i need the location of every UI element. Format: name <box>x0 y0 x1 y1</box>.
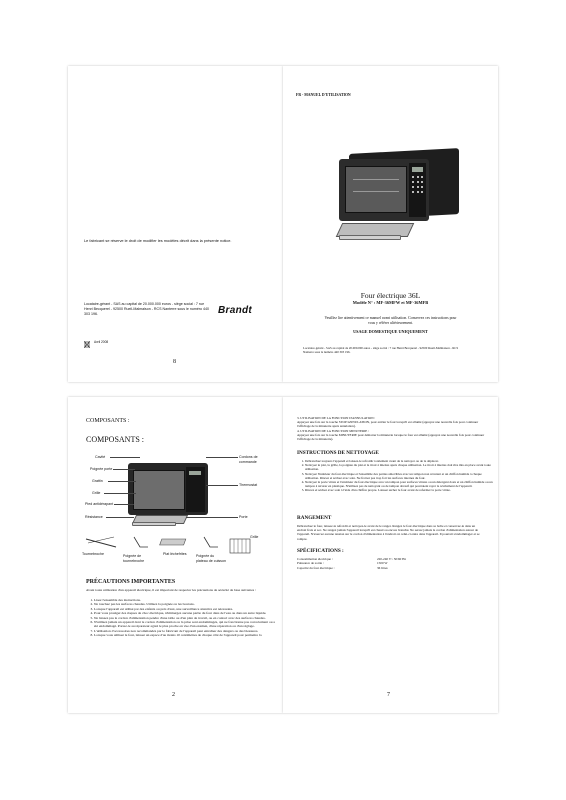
storage-title: RANGEMENT <box>297 515 332 521</box>
product-title: Four électrique 36L <box>360 291 421 300</box>
modification-notice: Le fabricant se réserve le droit de modifier les modèles décrit dans la présente notice. <box>84 238 232 243</box>
intro-block <box>297 416 487 441</box>
components-diagram <box>68 453 283 533</box>
brand-logo: Brandt <box>218 305 253 316</box>
specs-title: SPÉCIFICATIONS : <box>297 548 344 554</box>
wheelie-bin-icon <box>84 335 90 342</box>
oven-illustration <box>333 151 463 246</box>
spec-label: Consommation électrique : <box>297 557 333 561</box>
label-cordons: Cordons de commande <box>239 455 258 464</box>
precaution-item: 8. Lorsque vous utilisez le four, laissez un espace d'au moins 10 centimètres de chaque côté de l'appareil pour permettre la <box>94 633 276 637</box>
cleaning-list <box>297 459 493 493</box>
spec-label: Puissance de sortie : <box>297 561 324 566</box>
precaution-item: 7. L'utilisation d'accessoires non recommandés par le fabricant de l'appareil peut entraîner des dangers ou des blessures. <box>94 629 276 633</box>
company-footer: Locataire-gérant - SAS au capital de 20.000.000 euros - siège social : 7 rue Henri Becquerel - 92500 Rueil-Malmaison - RCS Nanterre sous le numéro 440 303 196. <box>303 346 459 354</box>
precaution-item: 3. Lorsque l'appareil est utilisé par des enfants ou près d'eux, une surveillance attentive est nécessaire. <box>94 607 276 611</box>
label-plat: Plat lèchefrites <box>163 552 187 556</box>
page-number: 8 <box>173 359 176 365</box>
label-poignee-porte: Poignée porte <box>90 467 113 471</box>
label-resistance: Résistance <box>85 515 103 519</box>
precaution-item: 1. Lisez l'ensemble des instructions. <box>94 598 276 602</box>
specs-table <box>297 557 485 570</box>
precautions-title: PRÉCAUTIONS IMPORTANTES <box>86 579 176 585</box>
page-7-cleaning <box>283 397 498 713</box>
label-grille: Grille <box>92 491 101 495</box>
label-grattin: Grattin <box>92 479 103 483</box>
precaution-item: 5. Ne laissez pas le cordon d'alimentation pendre d'une table ou d'un plan de travail, ou en contact avec des surfaces chaudes. <box>94 616 276 620</box>
label-porte: Porte <box>239 515 248 519</box>
manual-header: FR - MANUEL D'UTILISATION <box>296 93 351 97</box>
model-numbers: Modèle N° : MF-36MFW et MF-36MFB <box>352 300 429 305</box>
cleaning-item: 3. Nettoyez l'intérieur du four électrique et l'ensemble des parties amovibles avec un tampon non récurant et un chiffon humide à chaque utilisation. Rincez et séchez avec soin. Ne frottez pas trop fort les surfaces internes du four. <box>305 472 493 480</box>
label-poignee-tournebroche: Poignée de tournebroche <box>123 554 145 563</box>
label-thermostat: Thermostat <box>239 483 258 487</box>
precaution-item: 4. Pour vous protéger des risques de choc électrique, n'immergez aucune partie du four dans de l'eau ou dans un autre liquide. <box>94 611 276 615</box>
spec-value: 1500 W <box>377 561 388 566</box>
spec-value: 220-240 V~ 50/60 Hz <box>377 557 406 561</box>
precaution-item: 2. Ne touchez pas les surfaces chaudes. Utilisez la poignée ou les boutons. <box>94 602 276 606</box>
intro-line: 4. UTILISATION DE LA FONCTION MINUTERIE : <box>297 428 370 433</box>
cleaning-item: 5. Rincez et séchez avec soin à l'aide d'un chiffon propre. Laissez sécher le four avant de refermer la porte vitrée. <box>305 488 493 492</box>
label-tournebroche: Tournebroche <box>82 552 104 556</box>
spec-row <box>297 566 485 570</box>
page-1-cover <box>283 66 498 382</box>
storage-text: Débranchez le four, laissez-le refroidir et nettoyez-le avant de le ranger. Rangez le four électrique dans sa boîte et conservez-le dans un endroit frais et sec. Ne rangez jamais l'appareil lorsqu'il est chaud ou encore branché. Ne serrez jamais le cordon d'alimentation autour de l'appareil. N'exercez aucune tension sur le cordon d'alimentation à l'endroit où celui-ci entre dans l'appareil. Il pourrait s'endommager et se rompre. <box>297 524 480 541</box>
label-grille-accessory: Grille <box>250 535 259 539</box>
label-poignee-plateau: Poignée du plateau de cuisson <box>196 554 226 563</box>
page-number: 7 <box>387 692 390 698</box>
precaution-item: 6. N'utilisez jamais un appareil dont le cordon d'alimentation ou la prise sont endommagés, qui ne fonctionne pas correctement ou a été endommagé. Portez-le au réparateur agréé le plus proche en vue d'un examen, d'une réparation ou d'un réglage. <box>94 620 276 629</box>
components-small-title: COMPOSANTS : <box>86 418 130 424</box>
precautions-list <box>86 598 276 638</box>
page-2-components <box>68 397 283 713</box>
accessories-diagram <box>68 533 283 569</box>
spec-value: 36 litres <box>377 565 388 570</box>
cleaning-item: 2. Nettoyez le plat, la grille, la poignée du plat et le tiroir à miettes après chaque utilisation. Le tiroir à miettes doit être mis en place avant toute utilisation. <box>305 463 493 471</box>
company-info: Locataire-gérant - SAS au capital de 20.000.000 euros - siège social : 7 rue Henri Becquerel - 92500 Rueil-Malmaison - RCS Nanterre sous le numéro 440 303 196. <box>84 302 210 316</box>
intro-line: Appuyez une fois sur la touche STOP/ANNULATION, pour arrêter le four lorsqu'il est allumé (appuyez une nouvelle fois pour continuer l'affichage de la minuterie après annulation). <box>297 420 479 429</box>
cleaning-title: INSTRUCTIONS DE NETTOYAGE <box>297 450 379 456</box>
read-instructions: Veuillez lire attentivement ce manuel avant utilisation. Conservez ces instructions pour vous y référer ultérieurement. <box>324 316 457 325</box>
print-date: Avril 2008 <box>94 340 109 344</box>
spec-label: Capacité du four électrique : <box>297 565 335 570</box>
label-pied: Pied antidérapant <box>85 502 114 506</box>
components-title: COMPOSANTS : <box>86 435 145 444</box>
cleaning-item: 4. Nettoyez la porte vitrée et l'extérieur du four électrique avec un tampon pour surfaces vitrées ou un détergent doux et un chiffon humide ou un tampon à récurer en plastique. N'utilisez pas de nettoyant ou de tampon abrasif qui pourraient rayer le revêtement de l'appareil. <box>305 480 493 488</box>
cleaning-item: 1. Débranchez toujours l'appareil et laissez-le refroidir totalement avant de le nettoyer ou de le déplacer. <box>305 459 493 463</box>
intro-line: 3. UTILISATION DE LA FONCTION D'ANNULATION : <box>297 416 376 420</box>
page-number: 2 <box>172 692 175 698</box>
label-cavite: Cavité <box>95 455 106 459</box>
intro-line: Appuyez une fois sur la touche MINUTERIE pour démarrer la minuterie lorsque le four est allumé (appuyez une nouvelle fois pour continuer l'affichage de la minuterie). <box>297 432 485 442</box>
domestic-use: USAGE DOMESTIQUE UNIQUEMENT <box>353 329 428 334</box>
page-8 <box>68 66 283 382</box>
precautions-intro: Avant toute utilisation d'un appareil électrique, il est important de respecter les précautions de sécurité de base suivantes : <box>86 588 256 592</box>
